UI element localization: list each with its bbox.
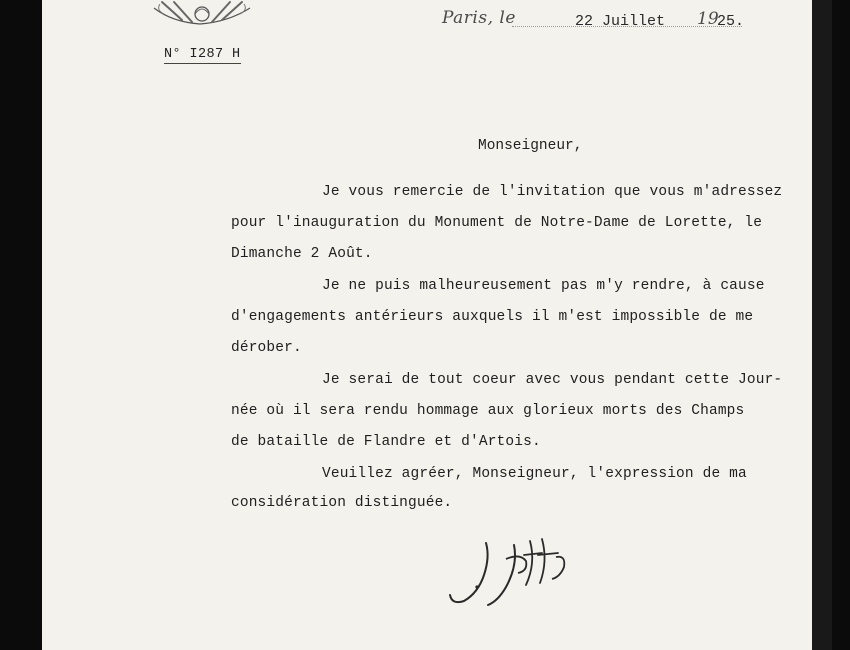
date-year-suffix: 25. xyxy=(717,13,745,30)
salutation: Monseigneur, xyxy=(478,138,583,154)
letter-line: de bataille de Flandre et d'Artois. xyxy=(231,434,541,450)
letter-line: Je serai de tout coeur avec vous pendant cette Jour- xyxy=(322,372,783,388)
reference-number: N° I287 H xyxy=(164,47,241,62)
letter-line: d'engagements antérieurs auxquels il m'est impossible de me xyxy=(231,309,754,325)
letter-line: Je ne puis malheureusement pas m'y rendre, à cause xyxy=(322,278,765,294)
place-date-line xyxy=(442,6,802,36)
letter-line: dérober. xyxy=(231,340,302,356)
letterhead-emblem xyxy=(152,0,252,30)
date-day-month: 22 Juillet xyxy=(575,13,666,30)
date-year-prefix: 19 xyxy=(697,9,719,29)
letter-page xyxy=(42,0,812,650)
letter-line: pour l'inauguration du Monument de Notre-Dame de Lorette, le xyxy=(231,215,763,231)
letter-line: Dimanche 2 Août. xyxy=(231,246,373,262)
scan-border xyxy=(812,0,832,650)
letter-line: considération distinguée. xyxy=(231,495,453,511)
letter-line: Veuillez agréer, Monseigneur, l'expression de ma xyxy=(322,466,747,482)
handwritten-signature xyxy=(444,535,574,610)
letter-line: née où il sera rendu hommage aux glorieux morts des Champs xyxy=(231,403,745,419)
letter-line: Je vous remercie de l'invitation que vous m'adressez xyxy=(322,184,783,200)
place-label: Paris, le xyxy=(442,8,516,28)
